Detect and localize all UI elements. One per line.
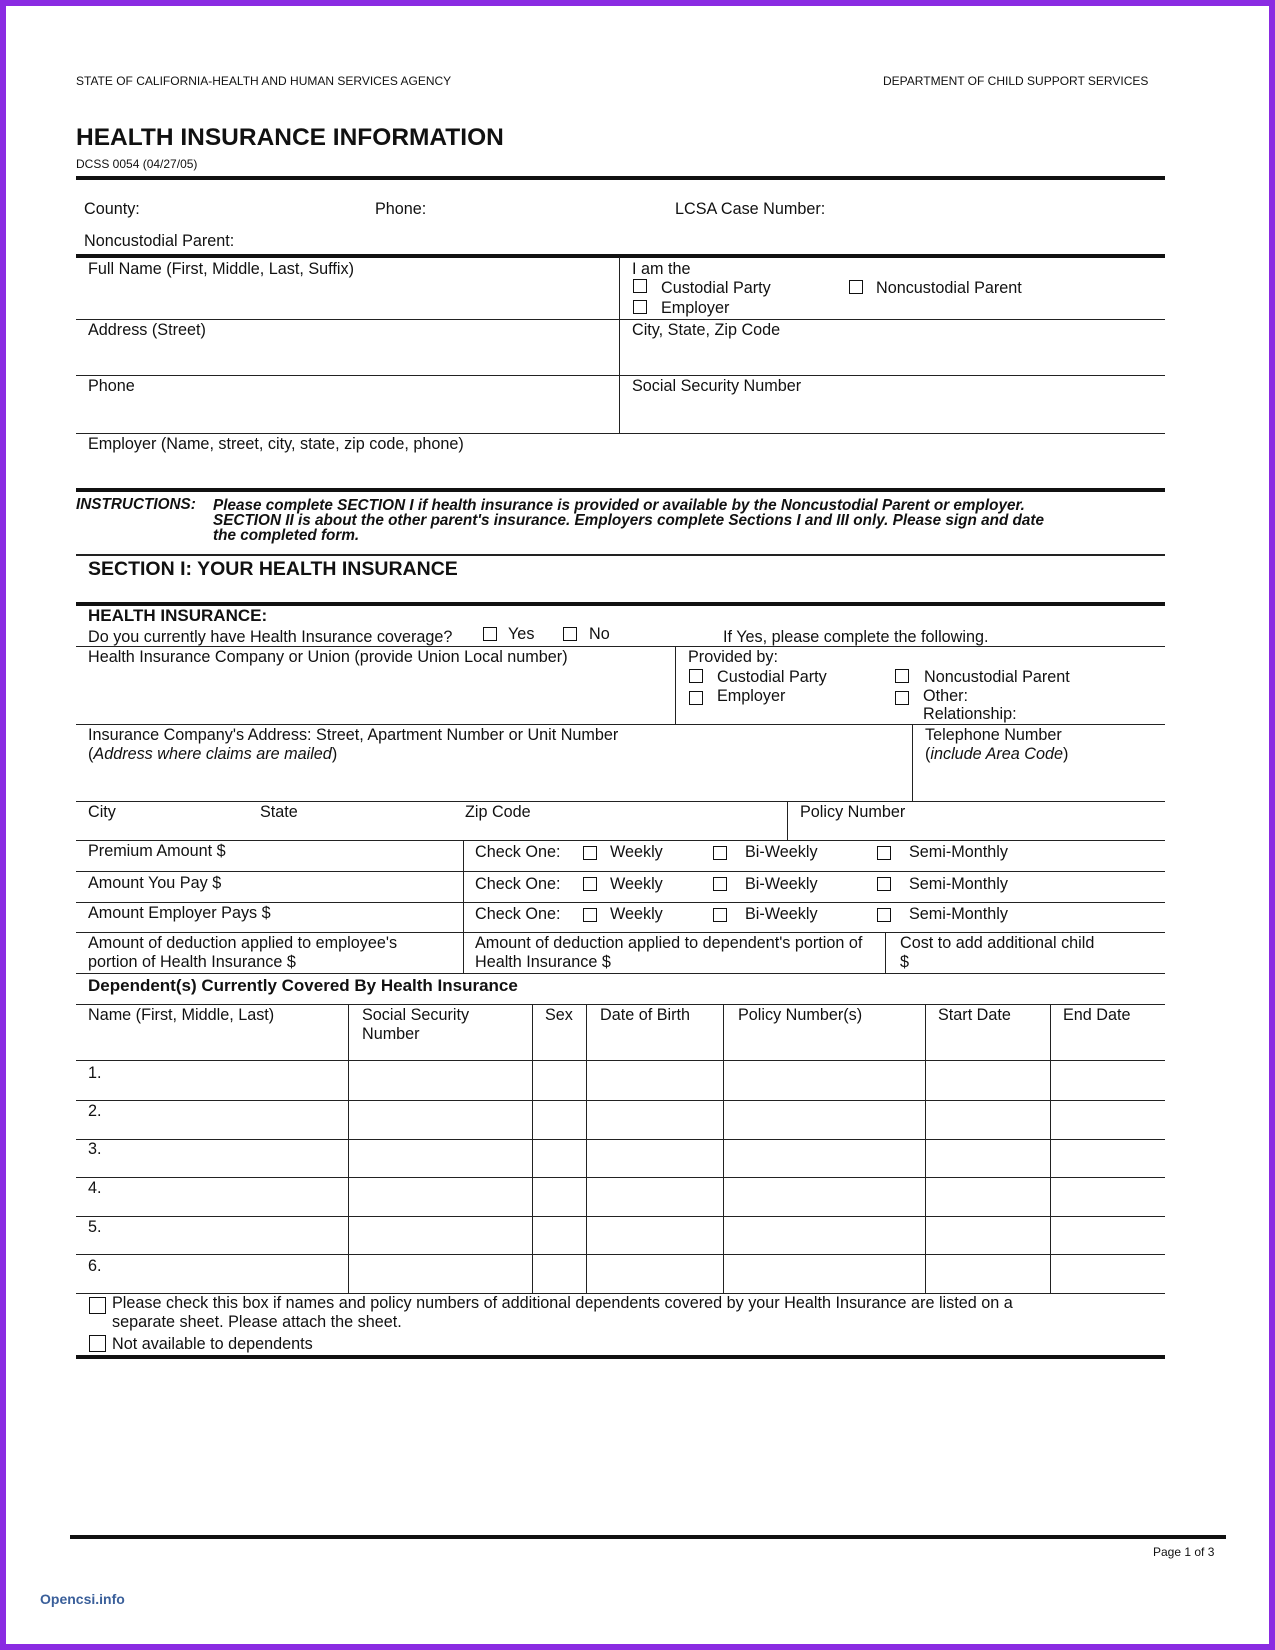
ssn-label: Social Security Number: [632, 377, 802, 395]
telephone-number-label: Telephone Number: [925, 726, 1062, 744]
form-title: HEALTH INSURANCE INFORMATION: [76, 124, 504, 151]
you-pay-weekly-checkbox[interactable]: [583, 877, 597, 891]
additional-sheet-line-1: Please check this box if names and policy numbers of additional dependents covered by your Health Insurance are listed on a: [112, 1294, 1013, 1312]
col-policy-header: Policy Number(s): [738, 1006, 863, 1024]
company-divider: [675, 647, 676, 724]
col-divider: [348, 1005, 349, 1293]
instructions-top-rule: [76, 488, 1165, 492]
rule: [76, 1216, 1165, 1217]
full-name-label: Full Name (First, Middle, Last, Suffix): [88, 260, 354, 278]
deduction-dependent-line-1: Amount of deduction applied to dependent's portion of: [475, 934, 863, 952]
premium-amount-label: Premium Amount $: [88, 842, 226, 860]
cost-additional-child-line-1: Cost to add additional child: [900, 934, 1095, 952]
provided-employer-checkbox[interactable]: [689, 691, 703, 705]
rule: [76, 871, 1165, 872]
insurance-address-label: Insurance Company's Address: Street, Apartment Number or Unit Number: [88, 726, 619, 744]
phone-field-label: Phone: [88, 377, 135, 395]
col-divider: [925, 1005, 926, 1293]
provided-other-checkbox[interactable]: [895, 691, 909, 705]
employer-pays-semimonthly-checkbox[interactable]: [877, 908, 891, 922]
section-bottom-rule: [76, 1355, 1165, 1359]
table-row: 3.: [88, 1140, 102, 1158]
rule: [76, 1254, 1165, 1255]
lcsa-case-number-label: LCSA Case Number:: [675, 200, 826, 218]
semimonthly-label: Semi-Monthly: [909, 843, 1008, 861]
insurance-company-label: Health Insurance Company or Union (provide Union Local number): [88, 648, 568, 666]
custodial-party-label: Custodial Party: [661, 279, 771, 297]
col-name-header: Name (First, Middle, Last): [88, 1006, 275, 1024]
employer-info-label: Employer (Name, street, city, state, zip code, phone): [88, 435, 464, 453]
semimonthly-label: Semi-Monthly: [909, 905, 1008, 923]
custodial-party-checkbox[interactable]: [633, 279, 647, 293]
person-top-rule: [76, 254, 1165, 258]
rule: [76, 840, 1165, 841]
section-1-title: SECTION I: YOUR HEALTH INSURANCE: [88, 558, 458, 580]
zip-code-label: Zip Code: [465, 803, 531, 821]
insurance-address-note: (Address where claims are mailed): [88, 745, 338, 763]
rule: [76, 646, 1165, 647]
additional-sheet-checkbox[interactable]: [89, 1297, 106, 1314]
premium-semimonthly-checkbox[interactable]: [877, 846, 891, 860]
col-ssn-header-2: Number: [362, 1025, 420, 1043]
col-divider: [723, 1005, 724, 1293]
section-title-rule: [76, 554, 1165, 556]
table-row: 1.: [88, 1064, 102, 1082]
county-label: County:: [84, 200, 140, 218]
rule: [76, 973, 1165, 974]
weekly-label: Weekly: [610, 843, 663, 861]
deduction-divider: [885, 933, 886, 974]
premium-biweekly-checkbox[interactable]: [713, 846, 727, 860]
state-label: State: [260, 803, 298, 821]
col-divider: [586, 1005, 587, 1293]
address-divider: [912, 725, 913, 802]
provided-employer-label: Employer: [717, 687, 786, 705]
weekly-label: Weekly: [610, 905, 663, 923]
rule: [76, 1177, 1165, 1178]
policy-divider: [787, 802, 788, 841]
rule: [76, 1004, 1165, 1005]
col-divider: [1050, 1005, 1051, 1293]
check-one-label: Check One:: [475, 843, 561, 861]
employer-option-label: Employer: [661, 299, 730, 317]
col-dob-header: Date of Birth: [600, 1006, 690, 1024]
if-yes-note: If Yes, please complete the following.: [723, 628, 989, 646]
dependents-title: Dependent(s) Currently Covered By Health Insurance: [88, 976, 518, 995]
instructions-line-1: Please complete SECTION I if health insurance is provided or available by the Noncustodial Parent or employer.: [213, 497, 1025, 514]
rule: [76, 902, 1165, 903]
not-available-label: Not available to dependents: [112, 1335, 313, 1353]
rule: [76, 433, 1165, 434]
table-row: 6.: [88, 1257, 102, 1275]
city-state-zip-label: City, State, Zip Code: [632, 321, 781, 339]
agency-name: STATE OF CALIFORNIA-HEALTH AND HUMAN SERVICES AGENCY: [76, 74, 452, 88]
instructions-line-3: the completed form.: [213, 527, 360, 544]
col-ssn-header-1: Social Security: [362, 1006, 470, 1024]
coverage-question: Do you currently have Health Insurance coverage?: [88, 628, 453, 646]
check-one-label: Check One:: [475, 875, 561, 893]
footer-rule: [70, 1535, 1226, 1539]
cost-additional-child-line-2: $: [900, 953, 910, 971]
employer-pays-biweekly-checkbox[interactable]: [713, 908, 727, 922]
you-pay-biweekly-checkbox[interactable]: [713, 877, 727, 891]
provided-custodial-checkbox[interactable]: [689, 669, 703, 683]
instructions-line-2: SECTION II is about the other parent's insurance. Employers complete Sections I and III only. Please sign and date: [213, 512, 1045, 529]
rule: [76, 801, 1165, 802]
provided-by-label: Provided by:: [688, 648, 778, 666]
rule: [76, 724, 1165, 725]
col-end-header: End Date: [1063, 1006, 1131, 1024]
additional-sheet-line-2: separate sheet. Please attach the sheet.: [112, 1313, 402, 1331]
page-number: Page 1 of 3: [1153, 1545, 1215, 1559]
health-insurance-heading: HEALTH INSURANCE:: [88, 606, 268, 625]
you-pay-semimonthly-checkbox[interactable]: [877, 877, 891, 891]
form-id: DCSS 0054 (04/27/05): [76, 157, 198, 171]
weekly-label: Weekly: [610, 875, 663, 893]
check-one-label: Check One:: [475, 905, 561, 923]
biweekly-label: Bi-Weekly: [745, 875, 818, 893]
rule: [76, 319, 1165, 320]
employer-checkbox[interactable]: [633, 300, 647, 314]
semimonthly-label: Semi-Monthly: [909, 875, 1008, 893]
header-rule: [76, 176, 1165, 180]
department-name: DEPARTMENT OF CHILD SUPPORT SERVICES: [883, 74, 1149, 88]
biweekly-label: Bi-Weekly: [745, 843, 818, 861]
city-label: City: [88, 803, 116, 821]
rule: [76, 1060, 1165, 1061]
rule: [76, 1100, 1165, 1101]
col-sex-header: Sex: [545, 1006, 573, 1024]
relationship-label: Relationship:: [923, 705, 1017, 723]
noncustodial-parent-option-label: Noncustodial Parent: [876, 279, 1022, 297]
employer-pays-weekly-checkbox[interactable]: [583, 908, 597, 922]
phone-label: Phone:: [375, 200, 427, 218]
deduction-employee-line-1: Amount of deduction applied to employee's: [88, 934, 398, 952]
coverage-yes-checkbox[interactable]: [483, 627, 497, 641]
col-start-header: Start Date: [938, 1006, 1011, 1024]
telephone-area-code-note: (include Area Code): [925, 745, 1069, 763]
col-divider: [532, 1005, 533, 1293]
biweekly-label: Bi-Weekly: [745, 905, 818, 923]
noncustodial-parent-checkbox[interactable]: [849, 280, 863, 294]
i-am-the-label: I am the: [632, 260, 691, 278]
rule: [76, 1139, 1165, 1140]
table-row: 5.: [88, 1218, 102, 1236]
section-1-rule: [76, 602, 1165, 606]
rule: [76, 375, 1165, 376]
coverage-yes-label: Yes: [508, 625, 535, 643]
deduction-employee-line-2: portion of Health Insurance $: [88, 953, 296, 971]
deduction-dependent-line-2: Health Insurance $: [475, 953, 611, 971]
provided-noncustodial-label: Noncustodial Parent: [924, 668, 1070, 686]
premium-divider: [463, 841, 464, 974]
person-divider: [619, 257, 620, 434]
noncustodial-parent-label: Noncustodial Parent:: [84, 232, 235, 250]
rule: [76, 932, 1165, 933]
not-available-checkbox[interactable]: [89, 1335, 106, 1352]
provided-other-label: Other:: [923, 687, 968, 705]
table-row: 2.: [88, 1102, 102, 1120]
address-label: Address (Street): [88, 321, 206, 339]
instructions-label: INSTRUCTIONS:: [76, 496, 196, 513]
watermark: Opencsi.info: [40, 1591, 125, 1607]
provided-custodial-label: Custodial Party: [717, 668, 827, 686]
amount-employer-pays-label: Amount Employer Pays $: [88, 904, 271, 922]
policy-number-label: Policy Number: [800, 803, 906, 821]
coverage-no-checkbox[interactable]: [563, 627, 577, 641]
table-row: 4.: [88, 1179, 102, 1197]
premium-weekly-checkbox[interactable]: [583, 846, 597, 860]
provided-noncustodial-checkbox[interactable]: [895, 669, 909, 683]
coverage-no-label: No: [589, 625, 610, 643]
amount-you-pay-label: Amount You Pay $: [88, 874, 222, 892]
